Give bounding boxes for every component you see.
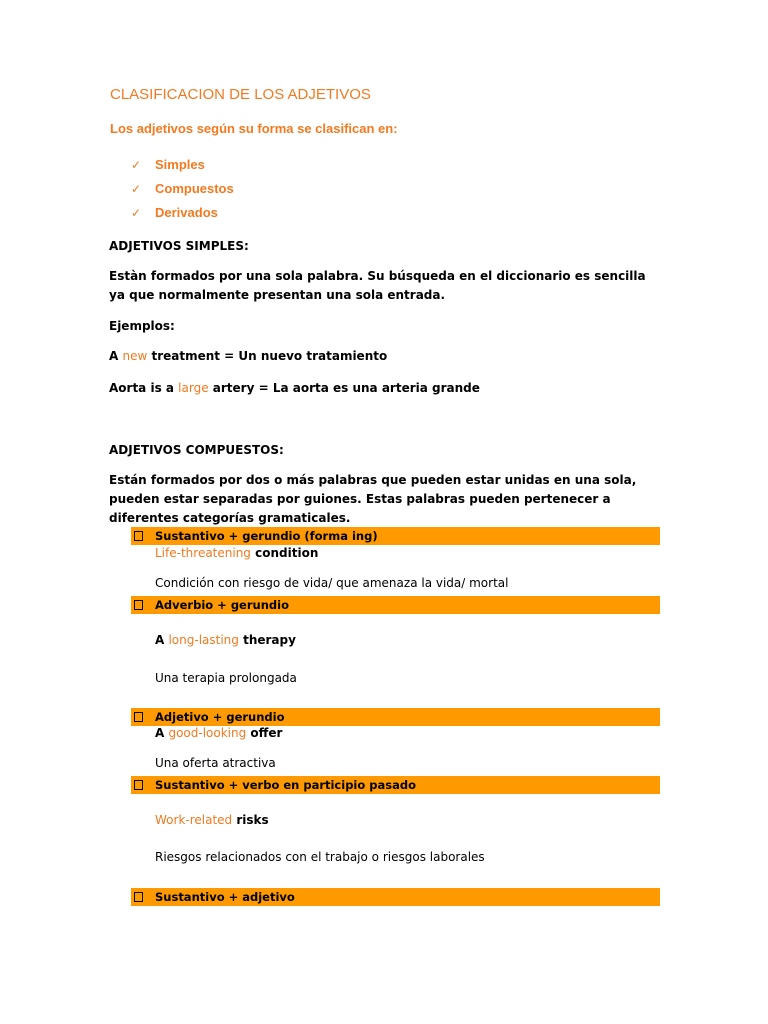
example-highlight: Work-related <box>155 813 233 827</box>
translation: Condición con riesgo de vida/ que amenaza la vida/ mortal <box>155 576 509 590</box>
example-sentence <box>109 379 480 398</box>
example-phrase <box>155 726 282 740</box>
category-label: Sustantivo + gerundio (forma ing) <box>155 529 378 543</box>
list-item <box>131 157 205 172</box>
subtitle: Los adjetivos según su forma se clasifican en: <box>110 121 398 136</box>
example-highlight: large <box>178 381 209 395</box>
translation: Riesgos relacionados con el trabajo o riesgos laborales <box>155 850 485 864</box>
check-icon: ✓ <box>131 182 142 196</box>
example-text: artery = La aorta es una arteria grande <box>208 381 480 395</box>
list-item-label: Derivados <box>155 205 218 220</box>
list-item-label: Simples <box>155 157 205 172</box>
example-text: therapy <box>238 633 296 647</box>
square-bullet-icon <box>134 780 143 790</box>
example-text: condition <box>250 546 319 560</box>
list-item-label: Compuestos <box>155 181 234 196</box>
section-heading-simples: ADJETIVOS SIMPLES: <box>109 239 249 253</box>
check-icon: ✓ <box>131 158 142 172</box>
list-item <box>131 205 218 220</box>
example-text: Aorta is a <box>109 381 179 395</box>
examples-label: Ejemplos: <box>109 319 175 333</box>
category-bar <box>131 708 660 726</box>
example-sentence <box>109 347 387 366</box>
category-label: Sustantivo + adjetivo <box>155 890 295 904</box>
category-bar <box>131 596 660 614</box>
example-text: A <box>109 349 123 363</box>
section-heading-compuestos: ADJETIVOS COMPUESTOS: <box>109 443 284 457</box>
square-bullet-icon <box>134 892 143 902</box>
list-item <box>131 181 234 196</box>
category-bar <box>131 527 660 545</box>
example-phrase <box>155 633 296 647</box>
example-highlight: good-looking <box>168 726 247 740</box>
square-bullet-icon <box>134 712 143 722</box>
category-bar <box>131 888 660 906</box>
simples-description: Estàn formados por una sola palabra. Su búsqueda en el diccionario es sencilla ya que normalmente presentan una sola entrada. <box>109 269 646 302</box>
example-text: A <box>155 633 169 647</box>
example-phrase <box>155 546 318 560</box>
example-phrase <box>155 813 269 827</box>
example-highlight: Life-threatening <box>155 546 251 560</box>
translation: Una oferta atractiva <box>155 756 276 770</box>
category-label: Sustantivo + verbo en participio pasado <box>155 778 417 792</box>
compuestos-description: Están formados por dos o más palabras que pueden estar unidas en una sola, pueden estar separadas por guiones. Estas palabras pueden pertenecer a diferentes categorías gramaticales. <box>109 473 637 525</box>
page-title: CLASIFICACION DE LOS ADJETIVOS <box>110 86 371 103</box>
category-bar <box>131 776 660 794</box>
category-label: Adjetivo + gerundio <box>155 710 285 724</box>
square-bullet-icon <box>134 600 143 610</box>
square-bullet-icon <box>134 531 143 541</box>
example-text: offer <box>246 726 283 740</box>
example-text: A <box>155 726 169 740</box>
category-label: Adverbio + gerundio <box>155 598 289 612</box>
example-highlight: long-lasting <box>168 633 239 647</box>
translation: Una terapia prolongada <box>155 671 297 685</box>
example-highlight: new <box>122 349 148 363</box>
example-text: risks <box>232 813 269 827</box>
check-icon: ✓ <box>131 206 142 220</box>
example-text: treatment = Un nuevo tratamiento <box>147 349 388 363</box>
